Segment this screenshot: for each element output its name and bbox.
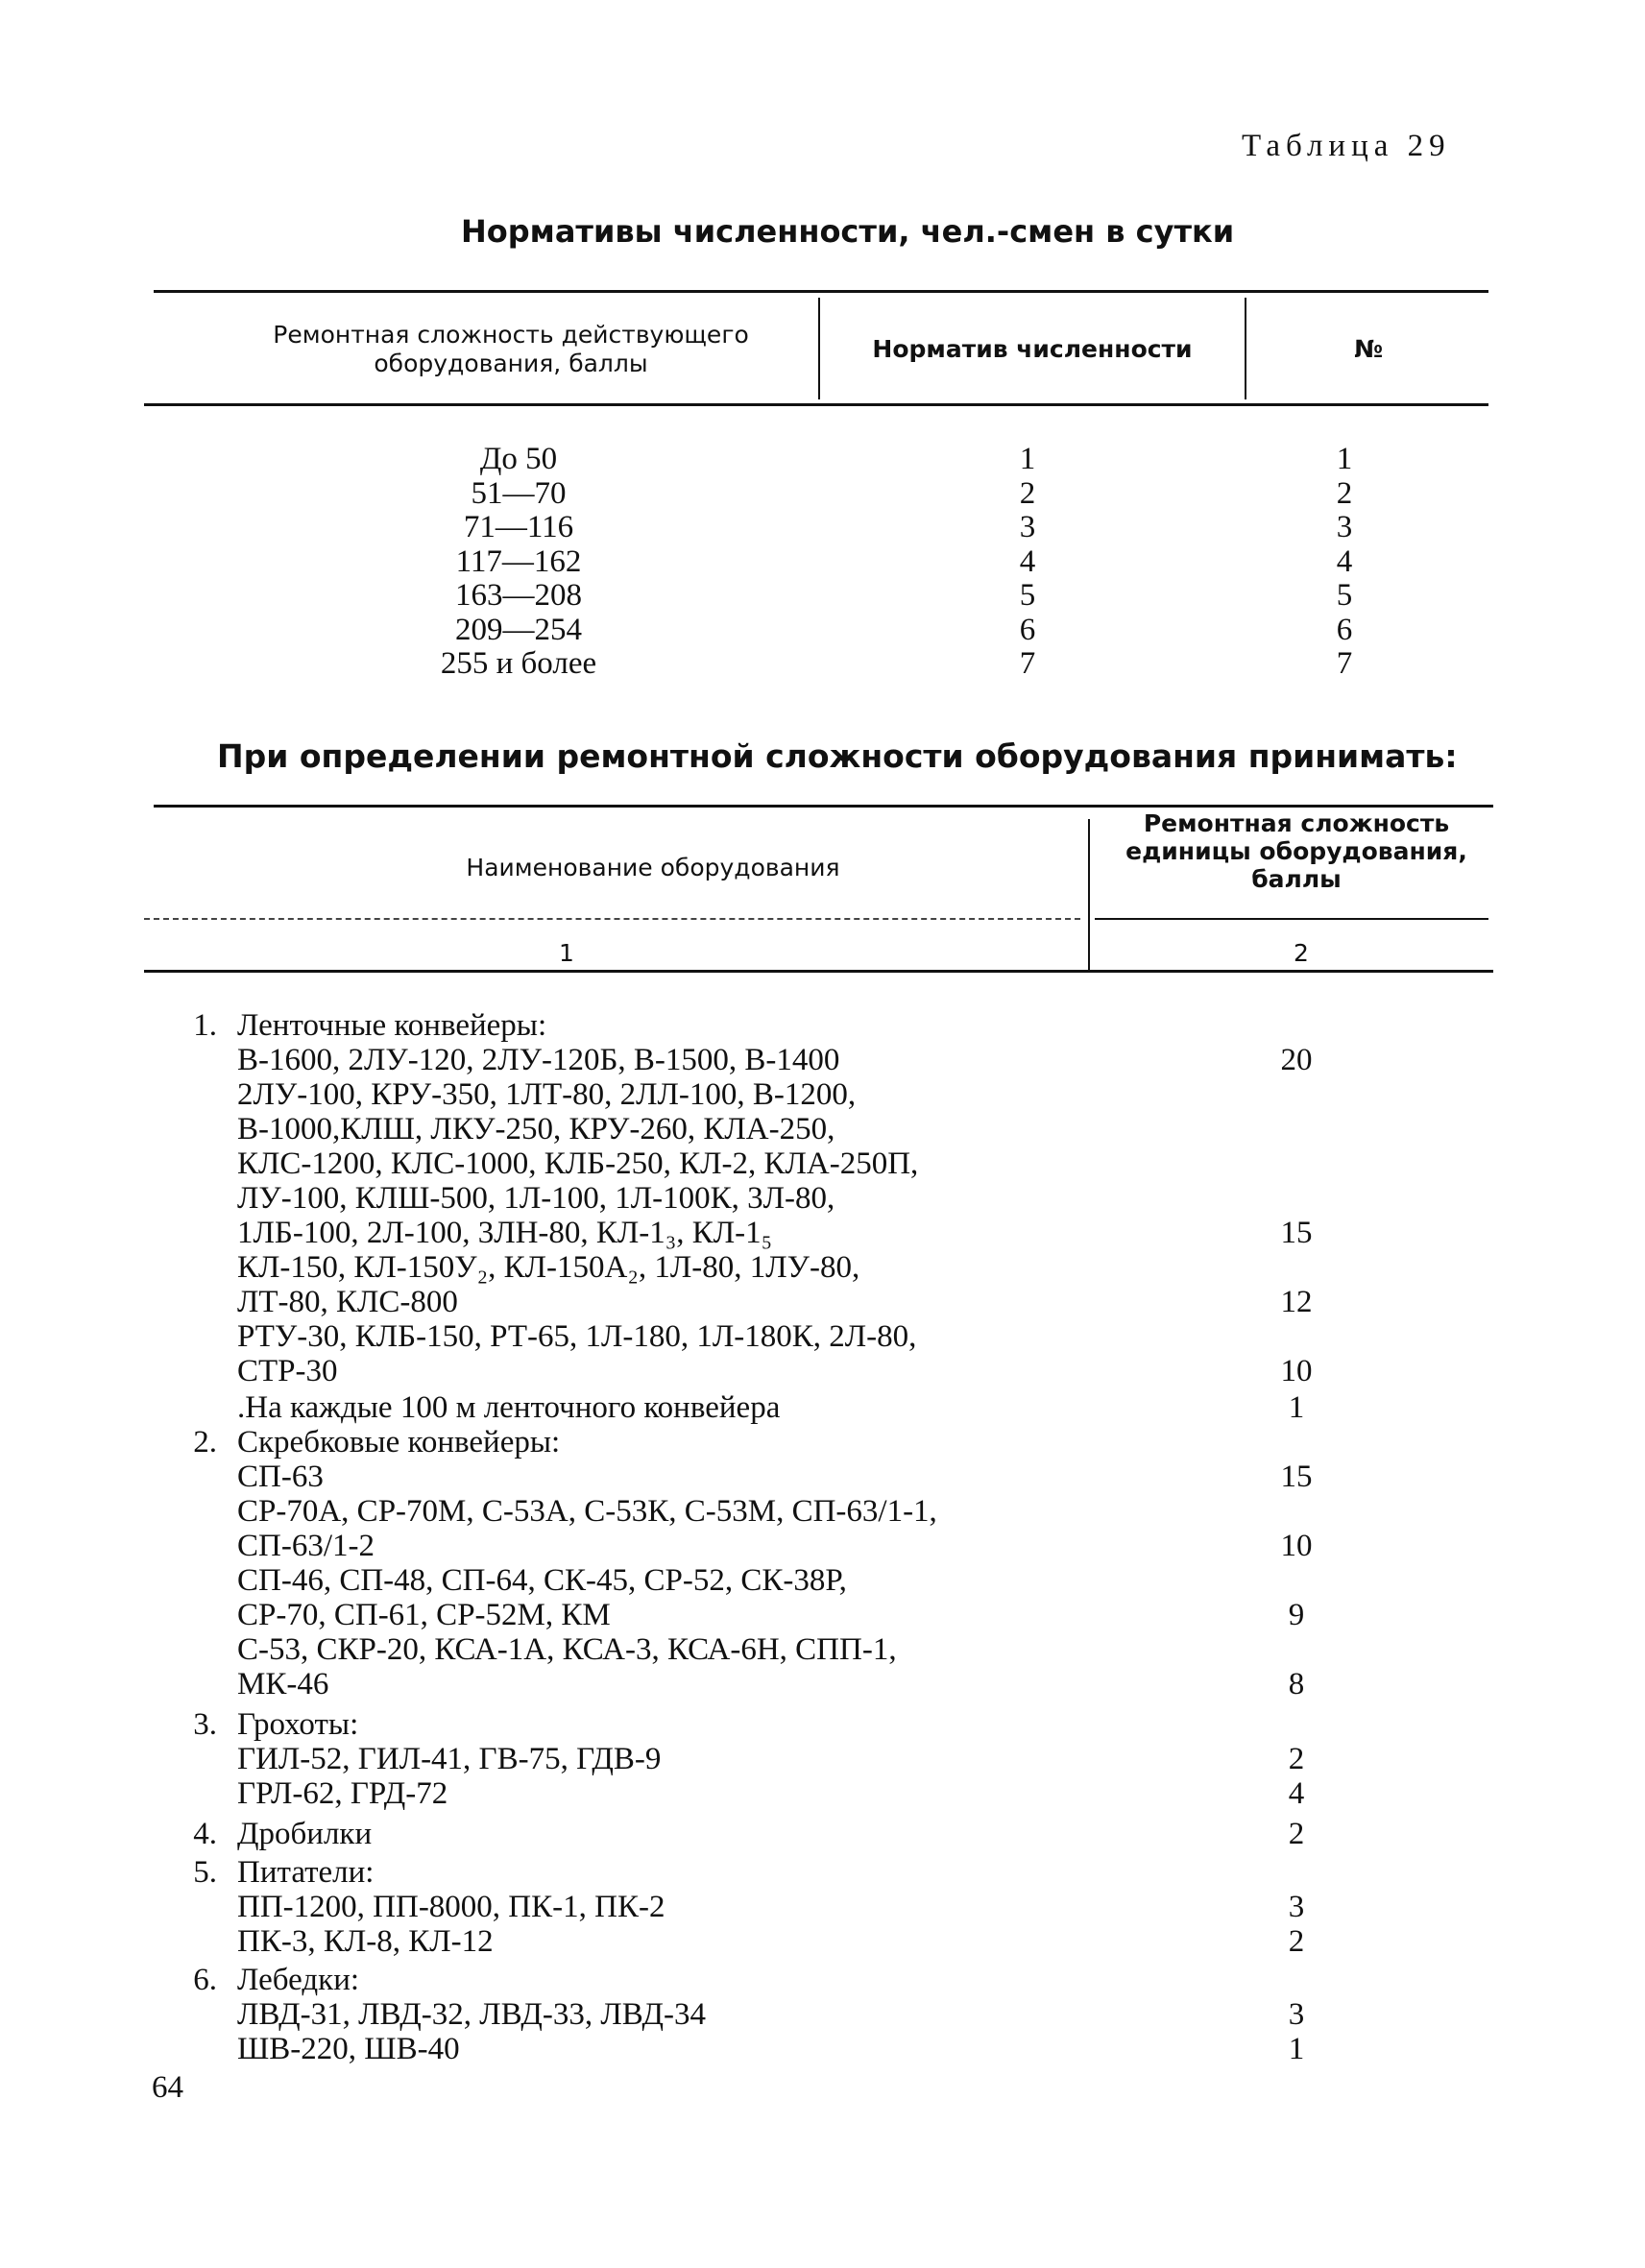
section2-title: При определении ремонтной сложности оборудования принимать: <box>217 737 1458 775</box>
table2-item-text: ШВ-220, ШВ-40 <box>237 2032 460 2066</box>
table2-item-text: СП-63 <box>237 1460 324 1494</box>
table2-item-text: 2ЛУ-100, КРУ-350, 1ЛТ-80, 2ЛЛ-100, В-1200, <box>237 1077 857 1112</box>
page-number: 64 <box>152 2070 183 2105</box>
table1-cell-range: 117—162 <box>455 543 582 579</box>
table1-cell-range: 71—116 <box>463 510 574 544</box>
table2-header-name: Наименование оборудования <box>466 854 840 881</box>
table1-cell-number: 3 <box>1336 510 1353 544</box>
table1-caption: Нормативы численности, чел.-смен в сутки <box>461 213 1235 250</box>
table2-item-value: 15 <box>1280 1460 1313 1494</box>
table1-cell-range: 209—254 <box>455 612 582 647</box>
table1-col-divider-2 <box>1245 298 1246 399</box>
table1-header-rule <box>144 403 1488 406</box>
table1-cell-norm: 6 <box>1019 612 1036 647</box>
table1-cell-norm: 3 <box>1019 510 1036 544</box>
table1-col-divider-1 <box>818 298 820 399</box>
table1-cell-number: 6 <box>1336 612 1353 647</box>
table2-item-text: СП-63/1-2 <box>237 1529 375 1563</box>
table2-item-text: Дробилки <box>237 1817 373 1851</box>
table2-item-text: ЛТ-80, КЛС-800 <box>237 1285 458 1319</box>
table2-header-bottom-rule <box>144 970 1493 973</box>
table2-col2-label: 2 <box>1294 939 1309 967</box>
table2-item-text: ГИЛ-52, ГИЛ-41, ГВ-75, ГДВ-9 <box>237 1742 662 1776</box>
table2-subheader-rule-right <box>1095 918 1488 920</box>
table2-item-value: 10 <box>1280 1529 1313 1563</box>
table2-item-text: СП-46, СП-48, СП-64, СК-45, СР-52, СК-38Р, <box>237 1563 847 1598</box>
table2-item-value: 10 <box>1280 1354 1313 1388</box>
table2-item-value: 12 <box>1280 1285 1313 1319</box>
table1-top-rule <box>154 290 1488 293</box>
table1-cell-norm: 7 <box>1019 646 1036 681</box>
table2-item-text: Ленточные конвейеры: <box>237 1008 547 1043</box>
table2-item-value: 8 <box>1288 1667 1305 1701</box>
table1-header-number: № <box>1353 335 1384 363</box>
table1-cell-norm: 2 <box>1019 475 1036 511</box>
table2-item-value: 3 <box>1288 1890 1305 1924</box>
table2-item-text: ПП-1200, ПП-8000, ПК-1, ПК-2 <box>237 1890 665 1924</box>
table2-item-text: ГРЛ-62, ГРД-72 <box>237 1776 448 1811</box>
table2-item-value: 20 <box>1280 1043 1313 1077</box>
table2-item-text: В-1600, 2ЛУ-120, 2ЛУ-120Б, В-1500, В-1400 <box>237 1043 840 1077</box>
table2-item-text: МК-46 <box>237 1667 329 1701</box>
table2-item-text: КЛС-1200, КЛС-1000, КЛБ-250, КЛ-2, КЛА-250П, <box>237 1146 919 1181</box>
table-label: Таблица 29 <box>1242 129 1451 163</box>
table2-item-text: ЛУ-100, КЛШ-500, 1Л-100, 1Л-100К, 3Л-80, <box>237 1181 835 1216</box>
table2-item-value: 3 <box>1288 1997 1305 2032</box>
table2-item-text: Скребковые конвейеры: <box>237 1425 561 1460</box>
table1-cell-norm: 5 <box>1019 578 1036 613</box>
table1-cell-number: 1 <box>1336 442 1353 476</box>
table2-item-number: 5. <box>193 1855 217 1890</box>
table2-item-value: 2 <box>1288 1924 1305 1959</box>
table2-item-value: 1 <box>1288 1390 1305 1425</box>
table1-cell-number: 4 <box>1336 543 1353 579</box>
table2-item-number: 1. <box>193 1008 217 1043</box>
table2-item-text: ЛВД-31, ЛВД-32, ЛВД-33, ЛВД-34 <box>237 1997 707 2032</box>
table1-header-complexity: Ремонтная сложность действующего оборудования, баллы <box>273 321 749 377</box>
table2-item-value: 4 <box>1288 1776 1305 1811</box>
table2-item-text: В-1000,КЛШ, ЛКУ-250, КРУ-260, КЛА-250, <box>237 1112 835 1146</box>
table2-item-text: Лебедки: <box>237 1963 360 1997</box>
table1-cell-range: 163—208 <box>455 578 582 613</box>
table2-item-number: 4. <box>193 1817 217 1851</box>
table2-item-text: С-53, СКР-20, КСА-1А, КСА-3, КСА-6Н, СПП-1, <box>237 1632 897 1667</box>
table2-subheader-rule-left <box>144 918 1080 920</box>
table2-item-text: СТР-30 <box>237 1354 338 1388</box>
table2-item-text: 1ЛБ-100, 2Л-100, 3ЛН-80, КЛ-1₃, КЛ-1₅ <box>237 1216 773 1250</box>
table2-col-divider <box>1088 819 1090 971</box>
table2-item-text: КЛ-150, КЛ-150У₂, КЛ-150А₂, 1Л-80, 1ЛУ-80, <box>237 1250 860 1285</box>
table1-cell-norm: 4 <box>1019 543 1036 579</box>
table2-item-value: 2 <box>1288 1817 1305 1851</box>
table2-item-text: .На каждые 100 м ленточного конвейера <box>237 1390 781 1425</box>
table2-top-rule <box>154 805 1493 808</box>
table2-item-value: 2 <box>1288 1742 1305 1776</box>
table1-cell-norm: 1 <box>1019 442 1036 476</box>
table2-item-number: 3. <box>193 1707 217 1742</box>
table1-cell-number: 7 <box>1336 646 1353 681</box>
table2-item-text: ПК-3, КЛ-8, КЛ-12 <box>237 1924 494 1959</box>
table2-item-value: 15 <box>1280 1216 1313 1250</box>
table2-col1-label: 1 <box>559 939 574 967</box>
table2-item-text: Грохоты: <box>237 1707 359 1742</box>
table2-item-text: РТУ-30, КЛБ-150, РТ-65, 1Л-180, 1Л-180К, 2Л-80, <box>237 1319 917 1354</box>
table2-item-value: 9 <box>1288 1598 1305 1632</box>
table2-item-value: 1 <box>1288 2032 1305 2066</box>
table1-cell-range: 255 и более <box>440 646 597 681</box>
table2-item-text: СР-70А, СР-70М, С-53А, С-53К, С-53М, СП-63/1-1, <box>237 1494 937 1529</box>
table1-cell-range: 51—70 <box>471 475 567 511</box>
table1-cell-number: 5 <box>1336 578 1353 613</box>
table2-item-number: 6. <box>193 1963 217 1997</box>
table1-header-norm: Норматив численности <box>872 335 1193 363</box>
table2-item-number: 2. <box>193 1425 217 1460</box>
table2-item-text: Питатели: <box>237 1855 375 1890</box>
table2-header-complexity: Ремонтная сложность единицы оборудования, баллы <box>1125 809 1467 893</box>
table2-item-text: СР-70, СП-61, СР-52М, КМ <box>237 1598 611 1632</box>
table1-cell-range: До 50 <box>479 442 558 476</box>
table1-cell-number: 2 <box>1336 475 1353 511</box>
